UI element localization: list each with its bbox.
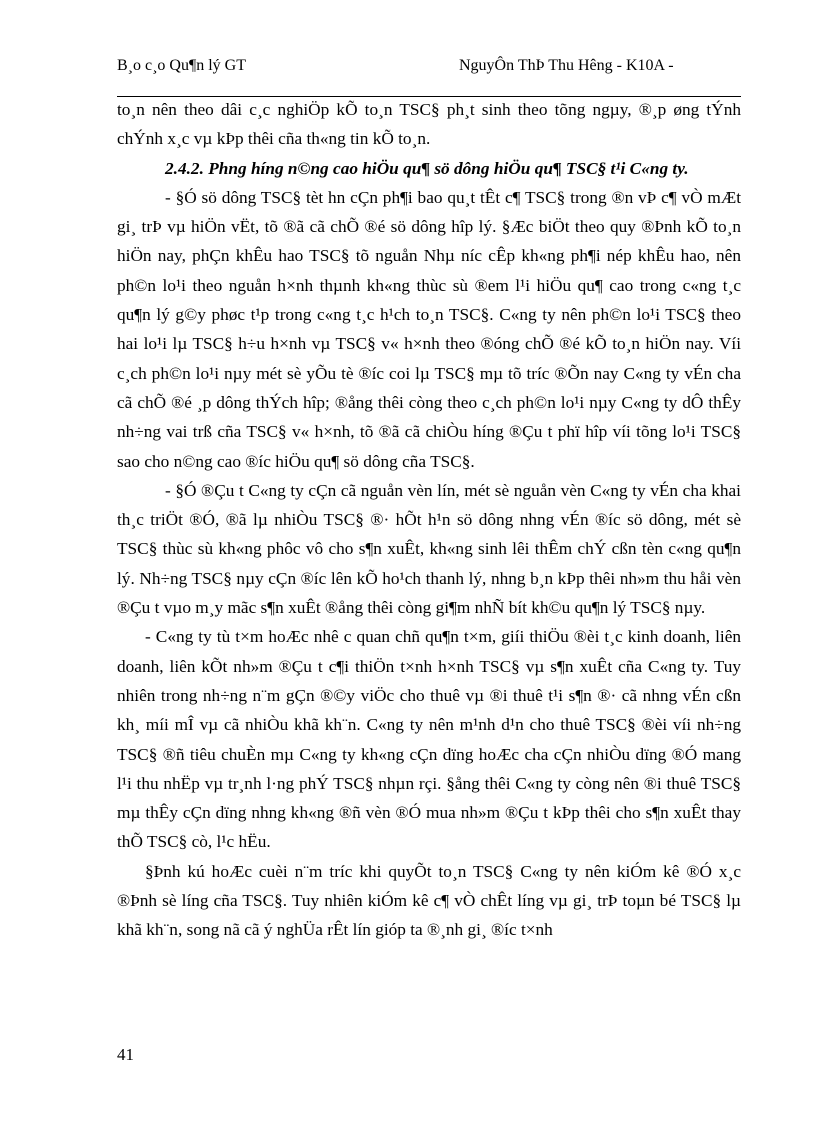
- paragraph: - §Ó sö dông TSC§ tèt hn cÇn ph¶i bao qu¸t tÊt c¶ TSC§ trong ®n vÞ c¶ vÒ mÆt gi¸ trÞ vµ hiÖn vËt, tõ ®ã cã chÕ ®é sö dông hîp lý. §Æc biÖt theo quy ®Þnh kÕ to¸n hiÖn nay, phÇn khÊu hao TSC§ tõ nguån Nhµ níc cÊp kh«ng ph¶i nép khÊu hao, nên ph©n lo¹i theo nguån h×nh thµnh kh«ng thùc sù ®em l¹i hiÖu qu¶ cao trong c«ng t¸c qu¶n lý g©y phøc t¹p trong c«ng t¸c h¹ch to¸n TSC§. C«ng ty nên ph©n lo¹i TSC§ theo hai lo¹i lµ TSC§ h÷u h×nh vµ TSC§ v« h×nh theo ®óng chÕ ®é kÕ to¸n hiÖn nay. Víi c¸ch ph©n lo¹i nµy mét sè yÕu tè ®íc coi lµ TSC§ mµ tõ tríc ®Õn nay C«ng ty vÉn cha cã chÕ ®é ¸p dông thÝch hîp; ®ång thêi còng theo c¸ch ph©n lo¹i nµy C«ng ty dÔ thÊy nh÷ng vai trß cña TSC§ v« h×nh, tõ ®ã cã chiÒu híng ®Çu t phï hîp víi tõng lo¹i TSC§ sao cho n©ng cao ®íc hiÖu qu¶ sö dông cña TSC§.: [117, 187, 741, 471]
- page-number: 41: [117, 1045, 134, 1064]
- paragraph-continuation: to¸n nên theo dâi c¸c nghiÖp kÕ to¸n TSC§ ph¸t sinh theo tõng ngµy, ®¸p øng tÝnh chÝnh x¸c vµ kÞp thêi cña th«ng tin kÕ to¸n.: [117, 100, 741, 149]
- section-heading: 2.4.2. Phng híng n©ng cao hiÖu qu¶ sö dông hiÖu qu¶ TSC§ t¹i C«ng ty.: [165, 158, 689, 178]
- document-body: [117, 95, 741, 945]
- header-report-title: B¸o c¸o Qu¶n lý GT: [117, 57, 247, 74]
- paragraph: - §Ó ®Çu t C«ng ty cÇn cã nguån vèn lín, mét sè nguån vèn C«ng ty vÉn cha khai th¸c triÖt ®Ó, ®ã lµ nhiÒu TSC§ ®· hÕt h¹n sö dông nhng vÉn ®íc sö dông, mét sè TSC§ thùc sù kh«ng phôc vô cho s¶n xuÊt, kh«ng sinh lêi thÊm chÝ cßn tèn c«ng qu¶n lý. Nh÷ng TSC§ nµy cÇn ®íc lên kÕ ho¹ch thanh lý, nhng b¸n kÞp thêi nh»m thu håi vèn ®Çu t vµo m¸y mãc s¶n xuÊt ®ång thêi còng gi¶m nhÑ bít kh©u qu¶n lý TSC§ nµy.: [117, 480, 741, 618]
- paragraph: §Þnh kú hoÆc cuèi n¨m tríc khi quyÕt to¸n TSC§ C«ng ty nên kiÓm kê ®Ó x¸c ®Þnh sè líng cña TSC§. Tuy nhiên kiÓm kê c¶ vÒ chÊt líng vµ gi¸ trÞ toµn bé TSC§ lµ khã kh¨n, song nã cã ý nghÜa rÊt lín gióp ta ®¸nh gi¸ ®íc t×nh: [117, 861, 741, 940]
- header-author: NguyÔn ThÞ Thu Hêng - K10A -: [459, 57, 674, 74]
- page-header: [117, 56, 741, 97]
- paragraph: - C«ng ty tù t×m hoÆc nhê c quan chñ qu¶n t×m, giíi thiÖu ®èi t¸c kinh doanh, liên doanh, liên kÕt nh»m ®Çu t c¶i thiÖn t×nh h×nh TSC§ vµ s¶n xuÊt cña C«ng ty. Tuy nhiên trong nh÷ng n¨m gÇn ®©y viÖc cho thuê vµ ®i thuê t¹i s¶n ®· cã nhng vÉn cßn kh¸ míi mÎ vµ cã nhiÒu khã kh¨n. C«ng ty nên m¹nh d¹n cho thuê TSC§ ®èi víi nh÷ng TSC§ ®ñ tiêu chuÈn mµ C«ng ty kh«ng cÇn dïng hoÆc cha cÇn nhiÒu dïng ®Ó mang l¹i thu nhËp vµ tr¸nh l·ng phÝ TSC§ nhµn rçi. §ång thêi C«ng ty còng nên ®i thuê TSC§ mµ thÊy cÇn dïng nhng kh«ng ®ñ vèn ®Ó mua nh»m ®Çu t kÞp thêi cho s¶n xuÊt thay thÕ TSC§ cò, l¹c hËu.: [117, 627, 741, 852]
